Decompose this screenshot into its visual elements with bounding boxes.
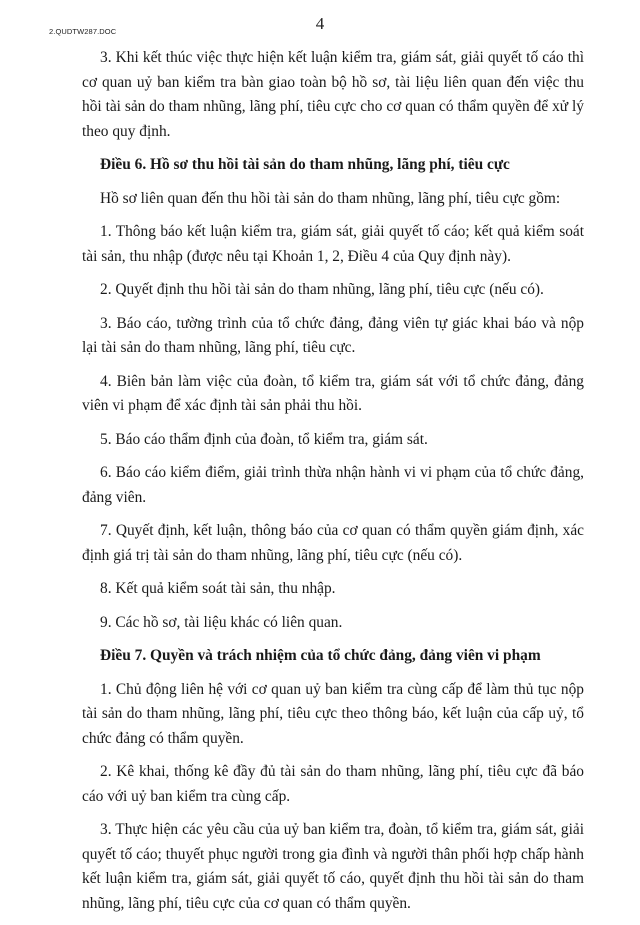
paragraph-article7-item1: 1. Chủ động liên hệ với cơ quan uỷ ban kiểm tra cùng cấp để làm thủ tục nộp tài sản do tham nhũng, lãng phí, tiêu cực theo thông báo, kết luận của cấp uỷ, tổ chức đảng có thẩm quyền. <box>82 680 584 747</box>
paragraph-article7-item2: 2. Kê khai, thống kê đầy đủ tài sản do tham nhũng, lãng phí, tiêu cực đã báo cáo với uỷ ban kiểm tra cùng cấp. <box>82 763 584 805</box>
paragraph-article6-item2: 2. Quyết định thu hồi tài sản do tham nhũng, lãng phí, tiêu cực (nếu có). <box>100 281 544 298</box>
paragraph-article7-item3: 3. Thực hiện các yêu cầu của uỷ ban kiểm tra, đoàn, tổ kiểm tra, giám sát, giải quyết tố cáo; thuyết phục người trong gia đình và người thân phối hợp chấp hành kết luận kiểm tra, giám sát, giải quyết tố cáo, quyết định thu hồi tài sản do tham nhũng, lãng phí, tiêu cực của cơ quan có thẩm quyền. <box>82 821 584 912</box>
article-7-heading: Điều 7. Quyền và trách nhiệm của tổ chức đảng, đảng viên vi phạm <box>100 647 541 664</box>
article-6-heading: Điều 6. Hồ sơ thu hồi tài sản do tham nhũng, lãng phí, tiêu cực <box>100 156 510 173</box>
document-code: 2.QUDTW287.DOC <box>49 27 117 36</box>
paragraph-article6-item1: 1. Thông báo kết luận kiểm tra, giám sát, giải quyết tố cáo; kết quả kiểm soát tài sản, thu nhập (được nêu tại Khoản 1, 2, Điều 4 của Quy định này). <box>82 223 584 265</box>
paragraph-article6-intro: Hồ sơ liên quan đến thu hồi tài sản do tham nhũng, lãng phí, tiêu cực gồm: <box>100 189 561 207</box>
paragraph-article6-item5: 5. Báo cáo thẩm định của đoàn, tổ kiểm tra, giám sát. <box>100 430 428 448</box>
paragraph-article6-item8: 8. Kết quả kiểm soát tài sản, thu nhập. <box>100 580 336 597</box>
paragraph-article6-item6: 6. Báo cáo kiểm điểm, giải trình thừa nhận hành vi vi phạm của tổ chức đảng, đảng viên. <box>82 464 584 506</box>
paragraph-article5-clause3: 3. Khi kết thúc việc thực hiện kết luận kiểm tra, giám sát, giải quyết tố cáo thì cơ quan uỷ ban kiểm tra bàn giao toàn bộ hồ sơ, tài liệu liên quan đến việc thu hồi tài sản do tham nhũng, lãng phí, tiêu cực cho cơ quan có thẩm quyền để xử lý theo quy định. <box>82 49 584 140</box>
paragraph-article6-item4: 4. Biên bản làm việc của đoàn, tổ kiểm tra, giám sát với tổ chức đảng, đảng viên vi phạm để xác định tài sản phải thu hồi. <box>82 372 584 414</box>
page-number: 4 <box>315 14 325 33</box>
paragraph-article6-item9: 9. Các hồ sơ, tài liệu khác có liên quan. <box>100 613 343 631</box>
paragraph-article6-item7: 7. Quyết định, kết luận, thông báo của cơ quan có thẩm quyền giám định, xác định giá trị tài sản do tham nhũng, lãng phí, tiêu cực (nếu có). <box>82 522 584 564</box>
document-body <box>82 46 584 925</box>
paragraph-article6-item3: 3. Báo cáo, tường trình của tổ chức đảng, đảng viên tự giác khai báo và nộp lại tài sản do tham nhũng, lãng phí, tiêu cực. <box>82 314 584 356</box>
